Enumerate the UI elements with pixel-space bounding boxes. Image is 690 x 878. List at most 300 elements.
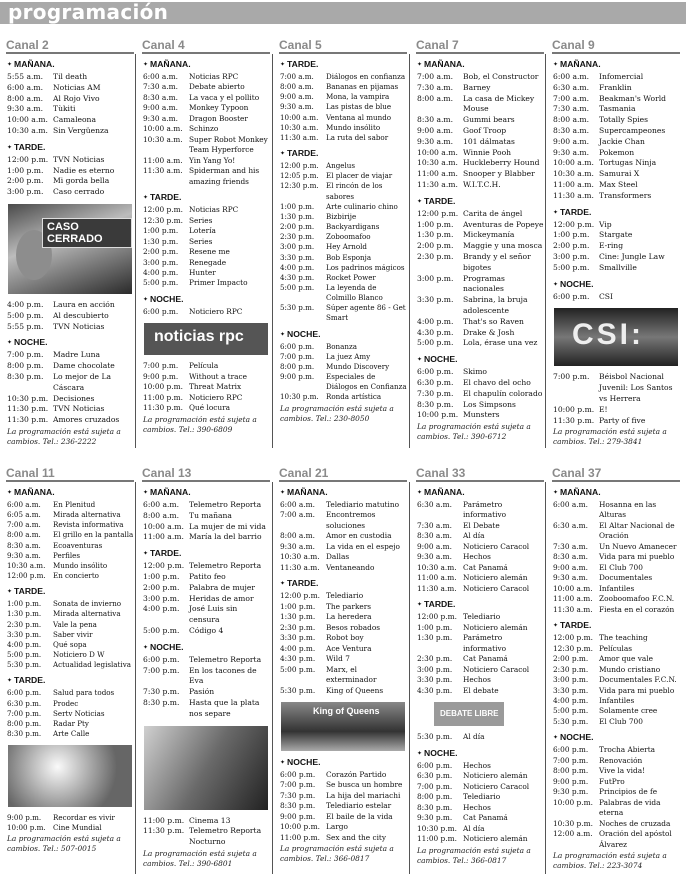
show-title: Mona, la vampira xyxy=(326,92,390,102)
list-item xyxy=(417,252,546,274)
show-time: 1:30 p.m. xyxy=(417,230,454,240)
show-time: 5:00 p.m. xyxy=(7,650,42,660)
show-time: 8:30 p.m. xyxy=(417,802,453,812)
show-title: Lo mejor de La Cáscara xyxy=(53,371,112,392)
show-title: Stargate xyxy=(599,230,633,240)
list-item xyxy=(143,572,272,583)
list-item xyxy=(7,530,136,540)
list-item xyxy=(417,573,546,583)
channel-column xyxy=(546,466,682,871)
list-item xyxy=(417,531,546,541)
show-time: 10:30 a.m. xyxy=(7,125,48,135)
show-time: 8:30 p.m. xyxy=(280,801,316,811)
show-time: 5:00 p.m. xyxy=(143,278,179,288)
list-item xyxy=(280,222,409,232)
show-time: 6:00 a.m. xyxy=(143,500,180,509)
list-item xyxy=(553,180,682,191)
list-item xyxy=(553,819,682,829)
show-time: 11:00 a.m. xyxy=(553,594,593,604)
list-item xyxy=(7,126,136,137)
show-title: Caso cerrado xyxy=(53,187,105,197)
show-title: Zoboomafoo xyxy=(326,232,371,242)
show-time: 8:00 a.m. xyxy=(417,93,454,103)
list-item xyxy=(7,83,136,94)
show-time: 11:00 a.m. xyxy=(417,169,458,179)
show-time: 3:30 p.m. xyxy=(553,685,589,695)
show-time: 10:00 p.m. xyxy=(417,410,459,420)
show-time: 1:00 p.m. xyxy=(280,201,315,211)
show-title: Noticiero alemán xyxy=(463,573,528,583)
show-time: 3:00 p.m. xyxy=(553,675,589,685)
show-title: The parkers xyxy=(326,601,372,611)
show-time: 7:00 p.m. xyxy=(417,781,453,791)
channel-name: Canal 11 xyxy=(6,466,134,482)
show-time: 9:30 a.m. xyxy=(280,541,315,551)
list-item xyxy=(417,761,546,771)
show-time: 4:30 p.m. xyxy=(417,327,454,337)
list-item xyxy=(143,561,272,572)
list-item xyxy=(553,158,682,169)
show-title: Sabrina, la bruja adolescente xyxy=(463,295,528,315)
show-title: Cat Panamá xyxy=(463,654,508,664)
list-item xyxy=(417,633,546,654)
list-item xyxy=(280,812,409,822)
list-item xyxy=(417,803,546,813)
show-time: 4:00 p.m. xyxy=(143,604,180,614)
show-time: 6:30 p.m. xyxy=(417,771,453,781)
list-item xyxy=(553,137,682,148)
show-time: 11:00 a.m. xyxy=(143,155,183,165)
list-item xyxy=(553,83,682,94)
show-time: 3:00 p.m. xyxy=(417,664,453,674)
show-title: Súper agente 86 - Get Smart xyxy=(326,303,406,323)
show-time: 10:00 a.m. xyxy=(143,124,183,134)
show-title: El debate xyxy=(463,685,499,695)
show-time: 9:00 a.m. xyxy=(553,136,590,146)
list-item xyxy=(7,394,136,405)
show-time: 6:00 p.m. xyxy=(7,688,42,698)
show-title: Threat Matrix xyxy=(189,382,242,392)
show-time: 2:30 p.m. xyxy=(7,619,42,629)
list-item xyxy=(417,834,546,844)
list-item xyxy=(7,813,136,823)
show-time: 8:30 p.m. xyxy=(7,728,42,738)
show-title: Principios de fe xyxy=(599,787,658,797)
show-title: El Debate xyxy=(463,520,500,530)
list-item xyxy=(280,770,409,780)
list-item xyxy=(7,115,136,126)
show-time: 8:00 a.m. xyxy=(280,82,314,92)
show-time: 5:00 p.m. xyxy=(280,664,316,674)
list-item xyxy=(143,93,272,103)
list-item xyxy=(553,787,682,797)
list-item xyxy=(553,263,682,274)
show-time: 5:30 p.m. xyxy=(7,660,42,670)
list-item xyxy=(7,709,136,719)
show-title: Drake & Josh xyxy=(463,327,515,337)
list-item xyxy=(143,258,272,268)
list-item xyxy=(7,187,136,198)
section-heading: ✦ TARDE. xyxy=(280,59,409,71)
list-item xyxy=(280,362,409,372)
show-time: 10:30 a.m. xyxy=(280,122,319,132)
show-title: Noches de cruzada xyxy=(599,818,671,828)
list-item xyxy=(417,378,546,389)
show-title: Hosanna en las Alturas xyxy=(599,500,657,520)
show-title: Samurai X xyxy=(599,169,640,179)
list-item xyxy=(280,623,409,633)
show-title: Renovación xyxy=(599,755,643,765)
show-title: Noticias AM xyxy=(53,82,101,92)
show-time: 7:00 p.m. xyxy=(553,372,590,382)
show-time: 6:00 p.m. xyxy=(143,654,180,664)
list-item xyxy=(417,115,546,126)
show-time: 3:30 p.m. xyxy=(280,252,315,262)
show-title: Cinema 13 xyxy=(189,815,231,825)
list-item xyxy=(417,83,546,94)
list-item xyxy=(143,114,272,124)
list-item xyxy=(553,717,682,727)
show-time: 1:30 p.m. xyxy=(280,211,315,221)
show-title: Al día xyxy=(463,531,485,541)
schedule-note: La programación está sujeta a cambios. Tel.: 366-0817 xyxy=(280,844,394,864)
show-title: Hey Arnold xyxy=(326,242,367,252)
show-time: 7:00 p.m. xyxy=(143,665,180,675)
show-title: El Club 700 xyxy=(599,716,643,726)
list-item xyxy=(280,232,409,242)
show-time: 8:30 a.m. xyxy=(553,125,590,135)
show-time: 11:00 a.m. xyxy=(553,179,594,189)
show-time: 3:30 p.m. xyxy=(7,629,42,639)
page-header xyxy=(0,2,686,24)
show-title: Heridas de amor xyxy=(189,593,254,603)
list-item xyxy=(7,322,136,333)
list-item xyxy=(553,573,682,583)
list-item xyxy=(553,563,682,573)
show-time: 8:30 a.m. xyxy=(553,552,588,562)
list-item xyxy=(553,521,682,542)
list-item xyxy=(280,791,409,801)
show-time: 4:00 p.m. xyxy=(7,299,44,309)
list-item xyxy=(7,510,136,520)
list-item xyxy=(280,171,409,181)
show-title: Infantiles xyxy=(599,583,635,593)
show-title: Smallville xyxy=(599,262,637,272)
list-item xyxy=(7,599,136,609)
program-photo xyxy=(8,745,132,807)
show-time: 12:00 p.m. xyxy=(7,154,49,164)
list-item xyxy=(7,650,136,660)
list-item xyxy=(280,665,409,686)
show-time: 12:00 p.m. xyxy=(280,161,319,171)
section-heading: ✦ MAÑANA. xyxy=(553,487,682,499)
show-title: Bob Esponja xyxy=(326,252,372,262)
show-time: 6:00 a.m. xyxy=(553,500,588,509)
program-logo: CASO CERRADO xyxy=(42,218,132,248)
show-title: Noticiero RPC xyxy=(189,392,243,402)
show-title: Noticiero RPC xyxy=(189,306,243,316)
show-time: 10:30 p.m. xyxy=(280,392,319,402)
program-photo xyxy=(434,702,504,726)
show-time: 7:30 p.m. xyxy=(143,687,180,697)
show-time: 8:00 p.m. xyxy=(417,792,453,802)
show-title: Besos robados xyxy=(326,622,381,632)
show-time: 3:30 p.m. xyxy=(417,675,453,685)
list-item xyxy=(280,263,409,273)
show-time: 8:00 a.m. xyxy=(280,531,315,541)
show-title: Mundo Discovery xyxy=(326,361,390,371)
show-title: Hechos xyxy=(463,552,491,562)
list-item xyxy=(553,665,682,675)
show-time: 9:30 p.m. xyxy=(553,787,589,797)
channel-column xyxy=(273,38,409,424)
list-item xyxy=(280,181,409,201)
column-divider xyxy=(409,54,410,448)
show-title: Telediario xyxy=(326,591,364,601)
show-time: 10:30 p.m. xyxy=(553,818,593,828)
show-title: TVN Noticias xyxy=(53,154,105,164)
show-time: 10:30 a.m. xyxy=(417,158,458,168)
show-time: 7:00 a.m. xyxy=(553,93,590,103)
list-item xyxy=(417,94,546,116)
show-time: 8:30 a.m. xyxy=(143,92,178,102)
section-heading: ✦ NOCHE. xyxy=(553,732,682,744)
show-title: Huckleberry Hound xyxy=(463,158,540,168)
show-time: 5:00 p.m. xyxy=(417,338,454,348)
list-item xyxy=(7,541,136,551)
list-item xyxy=(280,686,409,696)
show-time: 2:00 p.m. xyxy=(143,582,180,592)
list-item xyxy=(7,166,136,177)
list-item xyxy=(280,654,409,664)
show-title: 101 dálmatas xyxy=(463,136,515,146)
show-time: 5:00 p.m. xyxy=(553,706,589,716)
list-item xyxy=(7,571,136,581)
list-item xyxy=(143,372,272,382)
list-item xyxy=(417,824,546,834)
program-logo: King of Queens xyxy=(313,705,380,716)
show-title: Lotería xyxy=(189,226,216,236)
show-title: Hasta que la plata nos separe xyxy=(189,697,260,718)
show-title: Vida para mi pueblo xyxy=(599,685,675,695)
show-title: Totally Spies xyxy=(599,115,649,125)
show-time: 6:00 a.m. xyxy=(7,82,44,92)
show-time: 6:00 p.m. xyxy=(143,306,179,316)
list-item xyxy=(280,822,409,832)
show-title: Barney xyxy=(463,82,491,92)
show-title: Goof Troop xyxy=(463,125,507,135)
show-title: Max Steel xyxy=(599,179,638,189)
column-divider xyxy=(272,482,273,874)
show-time: 4:00 p.m. xyxy=(280,643,316,653)
show-time: 7:30 a.m. xyxy=(417,82,454,92)
section-heading: ✦ MAÑANA. xyxy=(553,59,682,71)
show-title: Pasión xyxy=(189,687,215,697)
show-title: Código 4 xyxy=(189,625,224,635)
channel-name: Canal 21 xyxy=(279,466,407,482)
show-time: 1:00 p.m. xyxy=(143,571,180,581)
list-item xyxy=(7,94,136,105)
channel-column xyxy=(136,38,272,435)
show-title: Encontremos soluciones xyxy=(326,510,376,530)
show-time: 2:30 p.m. xyxy=(280,622,316,632)
list-item xyxy=(417,148,546,159)
show-title: La vaca y el pollito xyxy=(189,92,260,102)
show-title: King of Queens xyxy=(326,685,384,695)
show-time: 8:00 p.m. xyxy=(7,718,42,728)
list-item xyxy=(280,212,409,222)
section-heading: ✦ MAÑANA. xyxy=(143,487,272,499)
list-item xyxy=(143,278,272,288)
show-time: 7:00 p.m. xyxy=(7,350,44,360)
show-title: Noticiero Caracol xyxy=(463,781,530,791)
show-time: 11:30 p.m. xyxy=(7,415,49,425)
list-item xyxy=(417,563,546,573)
show-title: La leyenda de Colmillo Blanco xyxy=(326,282,383,303)
show-title: Un Nuevo Amanecer xyxy=(599,541,677,551)
show-time: 9:30 a.m. xyxy=(143,113,178,123)
show-title: Noticias RPC xyxy=(189,72,239,81)
show-title: Vida para mi pueblo xyxy=(599,552,675,562)
list-item xyxy=(143,655,272,666)
section-heading: ✦ TARDE. xyxy=(7,675,136,687)
list-item xyxy=(553,542,682,552)
channel-name: Canal 37 xyxy=(552,466,680,482)
list-item xyxy=(143,698,272,720)
show-title: Películas xyxy=(599,643,633,653)
show-title: Laura en acción xyxy=(53,299,115,309)
show-time: 12:00 p.m. xyxy=(417,208,459,218)
list-item xyxy=(280,303,409,323)
list-item xyxy=(417,542,546,552)
show-time: 7:00 p.m. xyxy=(280,780,316,790)
list-item xyxy=(553,605,682,615)
show-time: 10:30 a.m. xyxy=(417,562,457,572)
show-title: Robot boy xyxy=(326,633,364,643)
show-title: Backyardigans xyxy=(326,222,380,232)
list-item xyxy=(7,104,136,115)
show-title: Telemetro Reporta xyxy=(189,654,262,664)
list-item xyxy=(143,687,272,698)
list-item xyxy=(7,640,136,650)
list-item xyxy=(7,372,136,394)
show-time: 9:00 a.m. xyxy=(417,125,454,135)
show-title: Amor en custodia xyxy=(326,531,392,541)
show-title: Película xyxy=(189,361,219,371)
channel-column xyxy=(410,466,546,866)
show-title: Se busca un hombre xyxy=(326,780,403,790)
column-divider xyxy=(409,482,410,874)
list-item xyxy=(417,782,546,792)
show-title: Qué locura xyxy=(189,403,231,413)
show-title: Sin Vergüenza xyxy=(53,125,109,135)
list-item xyxy=(553,584,682,594)
list-item xyxy=(7,688,136,698)
show-title: Revista informativa xyxy=(53,520,124,530)
show-time: 8:30 p.m. xyxy=(143,697,180,707)
show-title: Documentales xyxy=(599,573,653,583)
show-time: 7:00 a.m. xyxy=(280,510,315,520)
show-title: Mundo insólito xyxy=(326,122,381,132)
list-item xyxy=(417,410,546,421)
show-time: 7:00 a.m. xyxy=(417,72,454,81)
show-title: Palabra de mujer xyxy=(189,582,256,592)
show-time: 6:30 p.m. xyxy=(417,377,454,387)
list-item xyxy=(280,92,409,102)
list-item xyxy=(280,531,409,541)
schedule-note: La programación está sujeta a cambios. Tel.: 366-0817 xyxy=(417,845,531,865)
list-item xyxy=(553,686,682,696)
show-time: 12:30 p.m. xyxy=(280,181,319,191)
show-time: 11:30 a.m. xyxy=(143,166,183,176)
show-title: El Club 700 xyxy=(599,562,643,572)
show-time: 6:00 a.m. xyxy=(143,72,178,81)
show-time: 10:00 a.m. xyxy=(553,158,594,168)
list-item xyxy=(7,620,136,630)
show-time: 3:30 p.m. xyxy=(417,295,454,305)
list-item xyxy=(280,780,409,790)
list-item xyxy=(7,630,136,640)
show-title: Brandy y el señor bigotes xyxy=(463,251,531,272)
list-item xyxy=(417,169,546,180)
list-item xyxy=(553,169,682,180)
list-item xyxy=(280,133,409,143)
show-time: 1:30 p.m. xyxy=(7,609,42,619)
list-item xyxy=(143,816,272,827)
show-time: 11:30 p.m. xyxy=(143,826,185,836)
list-item xyxy=(143,382,272,392)
show-title: Telemetro Reporta xyxy=(189,561,262,571)
list-item xyxy=(553,756,682,766)
show-time: 12:00 p.m. xyxy=(143,205,183,215)
show-title: Parámetro informativo xyxy=(463,633,507,653)
show-title: Mundo insólito xyxy=(53,560,108,570)
show-title: Sonata de invierno xyxy=(53,599,122,609)
show-title: Vip xyxy=(599,219,612,229)
section-heading: ✦ MAÑANA. xyxy=(280,487,409,499)
show-time: 11:30 p.m. xyxy=(7,404,49,414)
show-time: 11:00 p.m. xyxy=(417,834,457,844)
section-heading: ✦ MAÑANA. xyxy=(7,487,136,499)
list-item xyxy=(143,522,272,533)
list-item xyxy=(553,766,682,776)
section-heading: ✦ NOCHE. xyxy=(143,642,272,654)
show-title: Hechos xyxy=(463,675,491,685)
show-title: Ecoaventuras xyxy=(53,540,103,550)
show-time: 9:00 a.m. xyxy=(417,541,452,551)
show-title: Béisbol Nacional Juvenil: Los Santos vs Herrera xyxy=(599,372,673,403)
list-item xyxy=(417,389,546,400)
show-time: 10:00 p.m. xyxy=(143,382,183,392)
show-title: Infantiles xyxy=(599,695,635,705)
column-divider xyxy=(135,482,136,874)
list-item xyxy=(417,552,546,562)
show-title: Noticiero D W xyxy=(53,650,105,660)
section-heading: ✦ NOCHE. xyxy=(280,757,409,769)
list-item xyxy=(280,392,409,402)
show-time: 11:30 a.m. xyxy=(417,179,458,189)
section-heading: ✦ TARDE. xyxy=(143,192,272,204)
show-time: 6:00 p.m. xyxy=(417,367,454,377)
show-time: 10:00 p.m. xyxy=(7,823,46,833)
show-title: Bananas en pijamas xyxy=(326,82,399,92)
show-title: Skimo xyxy=(463,367,488,377)
show-time: 10:00 a.m. xyxy=(417,147,458,157)
show-title: Al día xyxy=(463,732,485,742)
show-time: 2:00 p.m. xyxy=(143,247,179,257)
page-title: programación xyxy=(8,0,169,24)
show-time: 6:00 p.m. xyxy=(553,291,590,301)
